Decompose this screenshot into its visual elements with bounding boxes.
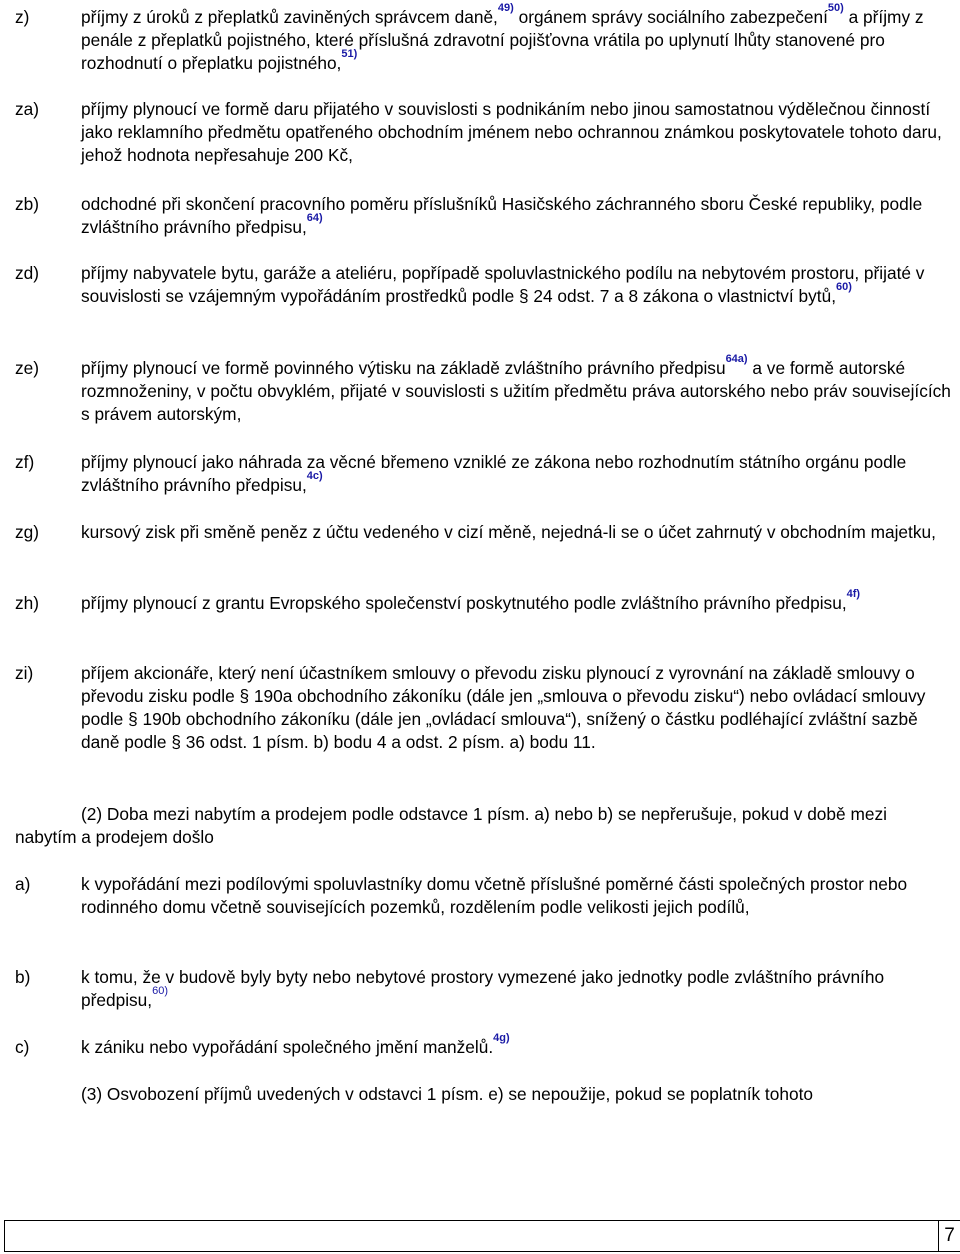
- item-label: zi): [15, 663, 34, 683]
- footnote-ref[interactable]: 4c): [306, 470, 323, 482]
- item-label: zh): [15, 593, 40, 613]
- footnote-ref[interactable]: 4f): [846, 588, 861, 600]
- item-text: příjmy nabyvatele bytu, garáže a ateliéru, popřípadě spoluvlastnického podílu na nebytovém prostoru, přijaté v souvislosti se vzájemným vypořádáním prostředků podle § 24 odst. 7 a 8 zákona o vlastnictví bytů,$^{60)}$: [81, 263, 925, 306]
- item-text: odchodné při skončení pracovního poměru příslušníků Hasičského záchranného sboru České republiky, podle zvláštního právního předpisu,$^{64)}$: [81, 194, 923, 237]
- footnote-ref[interactable]: 4g): [493, 1032, 510, 1044]
- page-footer: [4, 1220, 938, 1252]
- footnote-ref[interactable]: 60): [836, 281, 852, 293]
- item-label: b): [15, 967, 31, 987]
- item-label: c): [15, 1037, 30, 1057]
- item-label: zf): [15, 452, 35, 472]
- item-label: a): [15, 874, 31, 894]
- footnote-ref[interactable]: 60): [152, 985, 168, 997]
- item-text: k tomu, že v budově byly byty nebo nebytové prostory vymezené jako jednotky podle zvláštního právního předpisu,$^{60)}$: [81, 967, 885, 1010]
- item-label: z): [15, 7, 30, 27]
- item-text: příjem akcionáře, který není účastníkem smlouvy o převodu zisku plynoucí z vyrovnání na základě smlouvy o převodu zisku podle § 190a obchodního zákoníku (dále jen „smlouva o převodu zisku“) nebo ovládací smlouvy podle § 190b obchodního zákoníku (dále jen „ovládací smlouva“), snížený o částku podléhající zvláštní sazbě daně podle § 36 odst. 1 písm. b) bodu 4 a odst. 2 písm. a) bodu 11.: [81, 663, 926, 752]
- item-label: za): [15, 99, 40, 119]
- item-text: k vypořádání mezi podílovými spoluvlastníky domu včetně příslušné poměrné části společných prostor nebo rodinného domu včetně souvisejících pozemků, rozdělením podle velikosti jejich podílů,: [81, 874, 908, 917]
- paragraph-2: [15, 803, 950, 849]
- item-text: k zániku nebo vypořádání společného jmění manželů.$^{4g)}$: [81, 1032, 510, 1057]
- item-text: příjmy plynoucí ve formě povinného výtisku na základě zvláštního právního předpisu$^{64a)}$ a ve formě autorské rozmnoženiny, v počtu obvyklém, přijaté v souvislosti s užitím předmětu práva autorského nebo práv souvisejících s právem autorským,: [81, 353, 951, 424]
- footnote-ref[interactable]: 64): [306, 212, 323, 224]
- item-text: příjmy plynoucí z grantu Evropského společenství poskytnutého podle zvláštního právního předpisu,$^{4f)}$: [81, 588, 861, 613]
- item-text: kursový zisk při směně peněz z účtu vedeného v cizí měně, nejedná-li se o účet zahrnutý v obchodním majetku,: [81, 522, 936, 542]
- paragraph-3: [81, 1083, 951, 1106]
- item-label: zb): [15, 194, 40, 214]
- item-label: zd): [15, 263, 40, 283]
- item-label: zg): [15, 522, 40, 542]
- item-text: příjmy plynoucí jako náhrada za věcné břemeno vzniklé ze zákona nebo rozhodnutím státního orgánu podle zvláštního právního předpisu,$^{4c)}$: [81, 452, 907, 495]
- paragraph-2-text: (2) Doba mezi nabytím a prodejem podle odstavce 1 písm. a) nebo b) se nepřerušuje, pokud v době mezi nabytím a prodejem došlo: [15, 804, 887, 847]
- page-number: 7: [938, 1220, 960, 1252]
- item-text: příjmy z úroků z přeplatků zaviněných správcem daně,$^{49)}$ orgánem správy sociálního zabezpečení$^{50)}$ a příjmy z penále z přeplatků pojistného, které příslušná zdravotní pojišťovna vrátila po uplynutí lhůty stanovené pro rozhodnutí o přeplatku pojistného,$^{51)}$: [81, 2, 924, 73]
- footnote-ref[interactable]: 64a): [725, 353, 748, 365]
- item-text: příjmy plynoucí ve formě daru přijatého v souvislosti s podnikáním nebo jinou samostatnou výdělečnou činností jako reklamního předmětu opatřeného obchodním jménem nebo ochrannou známkou poskytovatele tohoto daru, jehož hodnota nepřesahuje 200 Kč,: [81, 99, 942, 165]
- footnote-ref[interactable]: 50): [827, 2, 844, 14]
- footnote-ref[interactable]: 51): [341, 48, 358, 60]
- item-label: ze): [15, 358, 40, 378]
- paragraph-3-text: (3) Osvobození příjmů uvedených v odstavci 1 písm. e) se nepoužije, pokud se poplatník tohoto: [81, 1084, 813, 1104]
- footnote-ref[interactable]: 49): [497, 2, 514, 14]
